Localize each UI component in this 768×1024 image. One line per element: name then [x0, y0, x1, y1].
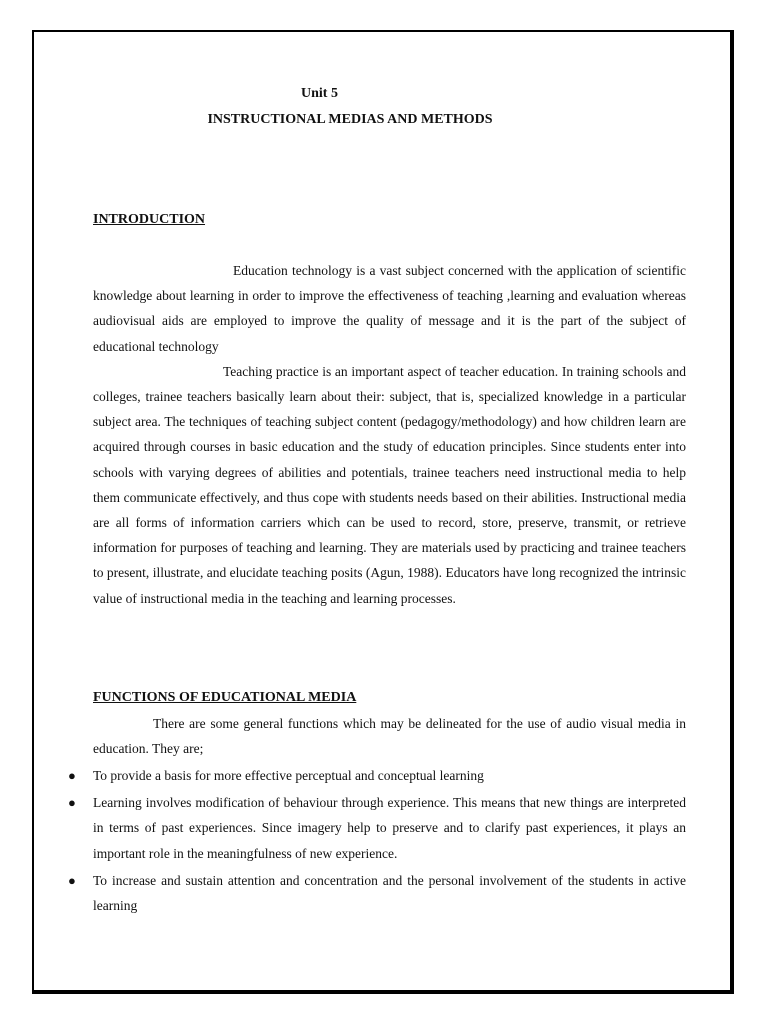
list-item-text: Learning involves modification of behaviour through experience. This means that new things are interpreted in terms of past experiences. Since imagery help to preserve and to clarify past experiences, it plays an important role in the meaningfulness of new experience.: [93, 795, 686, 861]
list-item: [68, 868, 686, 918]
document-title: [0, 112, 700, 128]
bullet-dot-icon: ●: [68, 795, 76, 811]
introduction-body: [93, 258, 686, 611]
document-title-text: INSTRUCTIONAL MEDIAS AND METHODS: [207, 112, 493, 127]
bullet-dot-icon: ●: [68, 768, 76, 783]
functions-bullet-list: [68, 763, 686, 920]
unit-label: Unit 5: [301, 86, 338, 101]
section-heading-functions: FUNCTIONS OF EDUCATIONAL MEDIA: [93, 690, 357, 705]
list-item-text: To increase and sustain attention and concentration and the personal involvement of the students in active learning: [93, 872, 686, 914]
list-item: [68, 790, 686, 866]
bullet-dot-icon: ●: [68, 872, 76, 888]
introduction-paragraph-2: Teaching practice is an important aspect of teacher education. In training schools and colleges, trainee teachers basically learn about their: subject, that is, specialized knowledge in a particular subject area. The techniques of teaching subject content (pedagogy/methodology) and how children learn are acquired through courses in basic education and the study of education principles. Since students enter into schools with varying degrees of abilities and potentials, trainee teachers need instructional media to help them communicate effectively, and thus cope with students needs based on their abilities. Instructional media are all forms of information carriers which can be used to record, store, preserve, transmit, or retrieve information for purposes of teaching and learning. They are materials used by practicing and trainee teachers to present, illustrate, and elucidate teaching posits (Agun, 1988). Educators have long recognized the intrinsic value of instructional media in the teaching and learning processes.: [93, 363, 686, 606]
functions-intro-text: There are some general functions which may be delineated for the use of audio visual media in education. They are;: [93, 716, 686, 757]
section-heading-introduction: INTRODUCTION: [93, 212, 206, 227]
functions-intro: [93, 711, 686, 761]
list-item-text: To provide a basis for more effective perceptual and conceptual learning: [93, 768, 484, 783]
introduction-paragraph-1: Education technology is a vast subject concerned with the application of scientific knowledge about learning in order to improve the effectiveness of teaching ,learning and evaluation whereas audiovisual aids are employed to improve the quality of message and it is the part of the subject of educational technology: [93, 263, 686, 354]
list-item: [68, 763, 686, 788]
